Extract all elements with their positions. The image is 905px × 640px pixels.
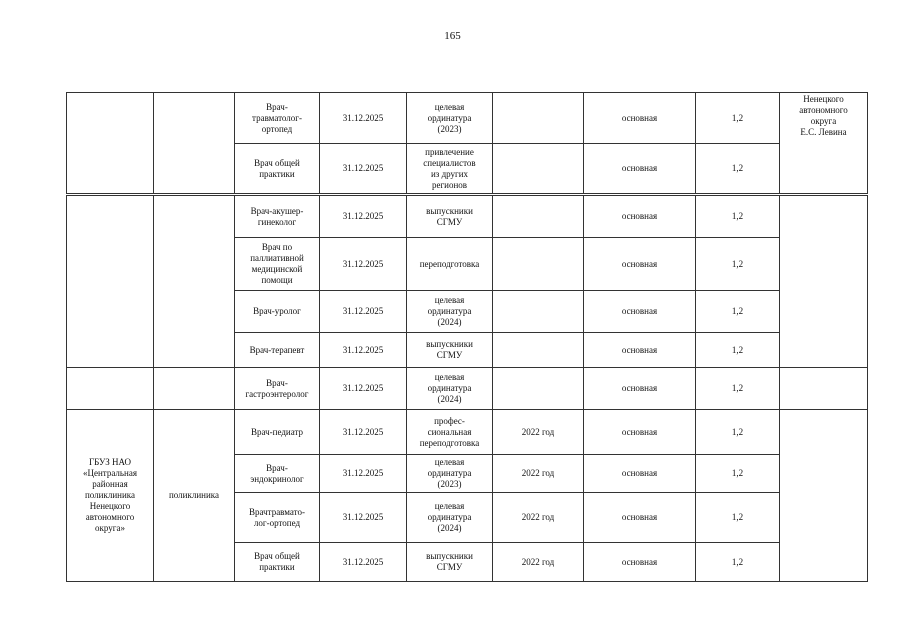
specialty-cell: Врач- эндокринолог	[235, 455, 320, 493]
type-cell: основная	[584, 291, 696, 333]
specialty-cell: Врач-терапевт	[235, 333, 320, 368]
year-cell: 2022 год	[493, 410, 584, 455]
vacancy-table	[66, 195, 868, 582]
date-cell: 31.12.2025	[320, 238, 407, 291]
source-cell: целевая ординатура (2024)	[407, 368, 493, 410]
org-cell	[67, 93, 154, 194]
date-cell: 31.12.2025	[320, 196, 407, 238]
date-cell: 31.12.2025	[320, 410, 407, 455]
vacancy-table-continuation	[66, 92, 868, 194]
unit-cell	[154, 368, 235, 410]
page-number: 165	[444, 30, 461, 42]
specialty-cell: Врач общей практики	[235, 543, 320, 582]
year-cell	[493, 291, 584, 333]
rate-cell: 1,2	[696, 291, 780, 333]
type-cell: основная	[584, 455, 696, 493]
type-cell: основная	[584, 368, 696, 410]
table-row	[67, 93, 868, 144]
unit-cell	[154, 196, 235, 368]
signer-cell: Ненецкого автономного округа Е.С. Левина	[780, 93, 868, 194]
rate-cell: 1,2	[696, 455, 780, 493]
date-cell: 31.12.2025	[320, 493, 407, 543]
specialty-cell: Врач-акушер- гинеколог	[235, 196, 320, 238]
date-cell: 31.12.2025	[320, 455, 407, 493]
year-cell: 2022 год	[493, 543, 584, 582]
table-row	[67, 196, 868, 238]
date-cell: 31.12.2025	[320, 93, 407, 144]
org-cell	[67, 368, 154, 410]
signer-cell	[780, 196, 868, 368]
type-cell: основная	[584, 196, 696, 238]
type-cell: основная	[584, 238, 696, 291]
rate-cell: 1,2	[696, 333, 780, 368]
source-cell: выпускники СГМУ	[407, 333, 493, 368]
source-cell: целевая ординатура (2024)	[407, 291, 493, 333]
specialty-cell: Врач-уролог	[235, 291, 320, 333]
year-cell	[493, 238, 584, 291]
rate-cell: 1,2	[696, 368, 780, 410]
source-cell: целевая ординатура (2024)	[407, 493, 493, 543]
source-cell: привлечение специалистов из других регионов	[407, 144, 493, 194]
rate-cell: 1,2	[696, 238, 780, 291]
specialty-cell: Врач по паллиативной медицинской помощи	[235, 238, 320, 291]
source-cell: выпускники СГМУ	[407, 196, 493, 238]
year-cell: 2022 год	[493, 455, 584, 493]
specialty-cell: Врач- гастроэнтеролог	[235, 368, 320, 410]
table-row	[67, 368, 868, 410]
table-row	[67, 410, 868, 455]
year-cell	[493, 196, 584, 238]
source-cell: целевая ординатура (2023)	[407, 93, 493, 144]
date-cell: 31.12.2025	[320, 291, 407, 333]
year-cell	[493, 333, 584, 368]
type-cell: основная	[584, 493, 696, 543]
year-cell	[493, 368, 584, 410]
signer-cell	[780, 368, 868, 410]
source-cell: целевая ординатура (2023)	[407, 455, 493, 493]
rate-cell: 1,2	[696, 410, 780, 455]
specialty-cell: Врачтравмато- лог-ортопед	[235, 493, 320, 543]
year-cell	[493, 93, 584, 144]
org-cell: ГБУЗ НАО «Центральная районная поликлиника Ненецкого автономного округа»	[67, 410, 154, 582]
source-cell: выпускники СГМУ	[407, 543, 493, 582]
rate-cell: 1,2	[696, 144, 780, 194]
type-cell: основная	[584, 410, 696, 455]
unit-cell	[154, 93, 235, 194]
rate-cell: 1,2	[696, 543, 780, 582]
source-cell: профес- сиональная переподготовка	[407, 410, 493, 455]
date-cell: 31.12.2025	[320, 368, 407, 410]
type-cell: основная	[584, 543, 696, 582]
rate-cell: 1,2	[696, 93, 780, 144]
type-cell: основная	[584, 144, 696, 194]
date-cell: 31.12.2025	[320, 543, 407, 582]
year-cell	[493, 144, 584, 194]
type-cell: основная	[584, 333, 696, 368]
rate-cell: 1,2	[696, 196, 780, 238]
specialty-cell: Врач- травматолог- ортопед	[235, 93, 320, 144]
unit-cell: поликлиника	[154, 410, 235, 582]
specialty-cell: Врач общей практики	[235, 144, 320, 194]
type-cell: основная	[584, 93, 696, 144]
source-cell: переподготовка	[407, 238, 493, 291]
org-cell	[67, 196, 154, 368]
date-cell: 31.12.2025	[320, 333, 407, 368]
signer-cell	[780, 410, 868, 582]
year-cell: 2022 год	[493, 493, 584, 543]
date-cell: 31.12.2025	[320, 144, 407, 194]
specialty-cell: Врач-педиатр	[235, 410, 320, 455]
rate-cell: 1,2	[696, 493, 780, 543]
